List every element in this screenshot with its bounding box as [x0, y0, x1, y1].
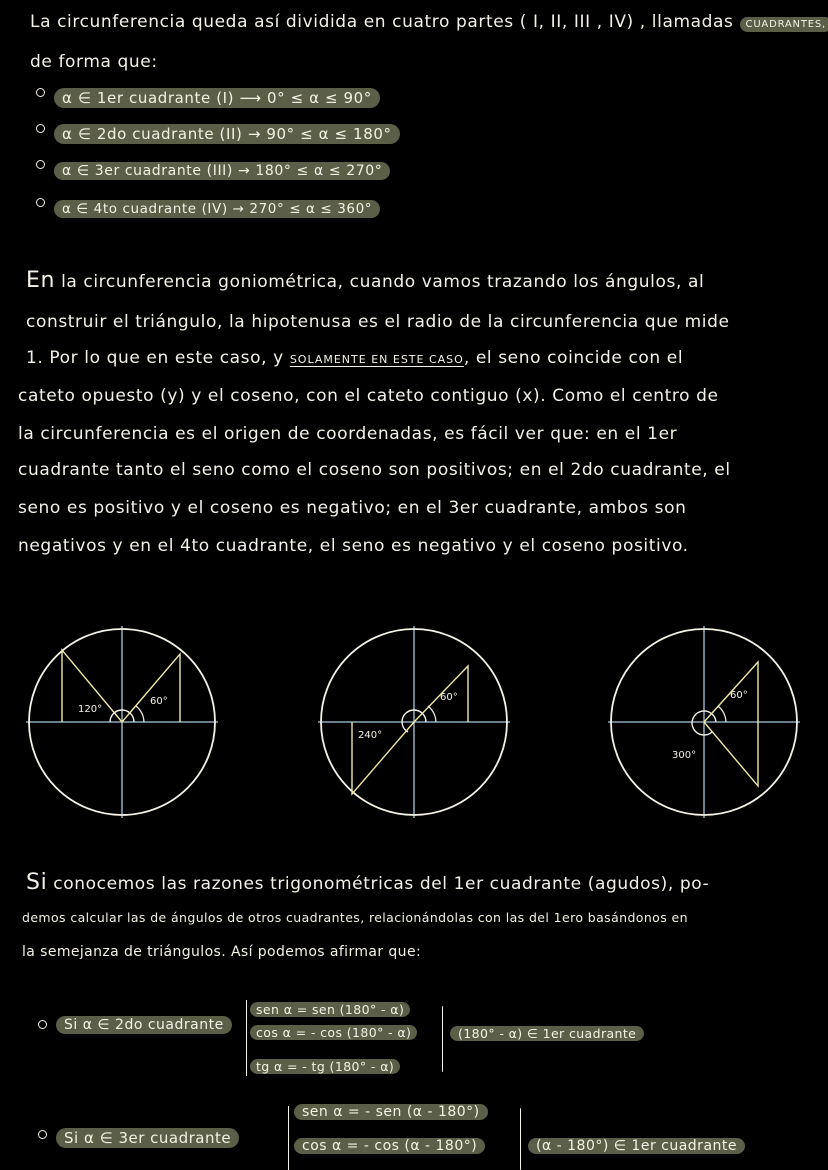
quadrant-item-3: α ∈ 3er cuadrante (III) → 180° ≤ α ≤ 270°: [54, 162, 390, 180]
para-line-6: cuadrante tanto el seno como el coseno son positivos; en el 2do cuadrante, el: [18, 460, 731, 480]
brace-left-icon: [288, 1106, 289, 1170]
para-text-3a: 1. Por lo que en este caso, y: [26, 348, 284, 368]
para-text-3c: , el seno coincide con el: [463, 348, 684, 368]
rule-3er-cos: cos α = - cos (α - 180°): [294, 1138, 485, 1154]
unit-circle-diagram-300: [608, 626, 800, 818]
quadrant-item-1: α ∈ 1er cuadrante (I) ⟶ 0° ≤ α ≤ 90°: [54, 88, 380, 108]
bullet-icon: [36, 160, 45, 169]
para-line-3: [26, 348, 683, 368]
para-line-5: la circunferencia es el origen de coordenadas, es fácil ver que: en el 1er: [18, 424, 678, 444]
angle-label-60: 60°: [150, 696, 168, 707]
cuadrantes-badge: CUADRANTES,: [740, 17, 828, 32]
brace-right-icon: [442, 1006, 443, 1072]
rule-2do-result: (180° - α) ∈ 1er cuadrante: [450, 1026, 644, 1041]
angle-label-120: 120°: [78, 704, 103, 715]
rule-2do-cos: cos α = - cos (180° - α): [250, 1025, 417, 1040]
solamente-en-este-caso: SOLAMENTE EN ESTE CASO: [289, 353, 464, 366]
bullet-icon: [38, 1020, 47, 1029]
unit-circle-diagram-240: [318, 626, 510, 818]
intro-line-1: [30, 12, 828, 32]
para-line-7: seno es positivo y el coseno es negativo; en el 3er cuadrante, ambos son: [18, 498, 687, 518]
bullet-icon: [36, 88, 45, 97]
unit-circle-diagram-120: [26, 626, 218, 818]
rule-2do-sen: sen α = sen (180° - α): [250, 1002, 410, 1017]
para-line-4: cateto opuesto (y) y el coseno, con el cateto contiguo (x). Como el centro de: [18, 386, 719, 406]
angle-arc-small: [428, 706, 436, 722]
bullet-icon: [38, 1130, 47, 1139]
bullet-icon: [36, 198, 45, 207]
brace-left-icon: [246, 1000, 247, 1076]
para-first-word: En: [26, 268, 56, 293]
brace-right-icon: [520, 1108, 521, 1170]
angle-label-60: 60°: [730, 690, 748, 701]
rule-2do-tg: tg α = - tg (180° - α): [250, 1059, 400, 1074]
intro-text: La circunferencia queda así dividida en cuatro partes ( I, II, III , IV) , llamadas: [30, 12, 734, 32]
para-text-1: la circunferencia goniométrica, cuando vamos trazando los ángulos, al: [61, 272, 705, 292]
rule-3er-result: (α - 180°) ∈ 1er cuadrante: [528, 1138, 745, 1154]
angle-label-60: 60°: [440, 692, 458, 703]
quadrant-item-2: α ∈ 2do cuadrante (II) → 90° ≤ α ≤ 180°: [54, 124, 400, 144]
rule-3er-condition: Si α ∈ 3er cuadrante: [56, 1128, 239, 1148]
second-line-3: la semejanza de triángulos. Así podemos afirmar que:: [22, 944, 422, 960]
para-line-1: [26, 268, 704, 293]
quadrant-item-4: α ∈ 4to cuadrante (IV) → 270° ≤ α ≤ 360°: [54, 200, 380, 218]
angle-arc-small: [718, 706, 726, 722]
rule-3er-sen: sen α = - sen (α - 180°): [294, 1104, 488, 1120]
triangle-60: [122, 654, 180, 722]
angle-label-300: 300°: [672, 750, 697, 761]
intro-line-2: de forma que:: [30, 52, 158, 72]
second-first-word: Si: [26, 870, 48, 895]
angle-label-240: 240°: [358, 730, 383, 741]
para-line-2: construir el triángulo, la hipotenusa es el radio de la circunferencia que mide: [26, 312, 730, 332]
second-line-2: demos calcular las de ángulos de otros cuadrantes, relacionándolas con las del 1ero basándonos en: [22, 910, 688, 925]
angle-arc-small: [136, 706, 144, 722]
second-line-1: [26, 870, 709, 895]
second-text-1: conocemos las razones trigonométricas del 1er cuadrante (agudos), po-: [53, 874, 710, 894]
rule-2do-condition: Si α ∈ 2do cuadrante: [56, 1016, 232, 1034]
bullet-icon: [36, 124, 45, 133]
para-line-8: negativos y en el 4to cuadrante, el seno es negativo y el coseno positivo.: [18, 536, 689, 556]
triangle-300: [704, 722, 758, 786]
